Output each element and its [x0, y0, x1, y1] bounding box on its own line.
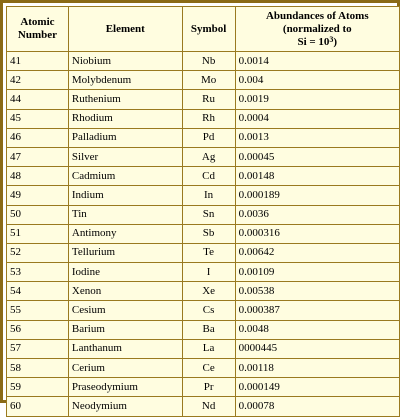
- symbol-cell: Te: [182, 243, 235, 262]
- abundance-cell: 0000445: [235, 339, 399, 358]
- table-row: [7, 378, 400, 397]
- symbol-cell: Ba: [182, 320, 235, 339]
- atomic-number-cell: 53: [7, 263, 69, 282]
- element-cell: Iodine: [68, 263, 182, 282]
- atomic-number-cell: 46: [7, 128, 69, 147]
- table-row: [7, 167, 400, 186]
- symbol-cell: Nb: [182, 52, 235, 71]
- element-cell: Molybdenum: [68, 71, 182, 90]
- symbol-cell: Nd: [182, 397, 235, 416]
- atomic-number-cell: 59: [7, 378, 69, 397]
- atomic-number-cell: 57: [7, 339, 69, 358]
- abundance-cell: 0.00148: [235, 167, 399, 186]
- atomic-number-cell: 60: [7, 397, 69, 416]
- abundance-cell: 0.0019: [235, 90, 399, 109]
- header-abundance-line3-prefix: Si = 10: [297, 35, 330, 48]
- atomic-number-cell: 47: [7, 147, 69, 166]
- element-cell: Tellurium: [68, 243, 182, 262]
- table-row: [7, 224, 400, 243]
- atomic-number-cell: 55: [7, 301, 69, 320]
- table-row: [7, 52, 400, 71]
- element-cell: Palladium: [68, 128, 182, 147]
- symbol-cell: Rh: [182, 109, 235, 128]
- table-row: [7, 109, 400, 128]
- abundance-cell: 0.0013: [235, 128, 399, 147]
- header-abundance-line3-suffix: ): [333, 35, 338, 48]
- table-row: [7, 397, 400, 416]
- atomic-number-cell: 48: [7, 167, 69, 186]
- element-cell: Silver: [68, 147, 182, 166]
- header-abundance-exponent: 3: [329, 34, 334, 44]
- symbol-cell: La: [182, 339, 235, 358]
- table-row: [7, 301, 400, 320]
- header-atomic-number-line1: Atomic: [20, 16, 55, 28]
- abundance-cell: 0.0004: [235, 109, 399, 128]
- abundance-cell: 0.0048: [235, 320, 399, 339]
- table-body: [7, 52, 400, 417]
- table-row: [7, 186, 400, 205]
- header-atomic-number-line2: Number: [17, 29, 57, 41]
- element-cell: Xenon: [68, 282, 182, 301]
- symbol-cell: Pd: [182, 128, 235, 147]
- table-row: [7, 320, 400, 339]
- table-row: [7, 282, 400, 301]
- element-cell: Lanthanum: [68, 339, 182, 358]
- atomic-number-cell: 49: [7, 186, 69, 205]
- table-row: [7, 205, 400, 224]
- header-abundance-line2: (normalized to: [282, 22, 352, 35]
- atomic-number-cell: 45: [7, 109, 69, 128]
- abundance-cell: 0.004: [235, 71, 399, 90]
- abundance-cell: 0.00045: [235, 147, 399, 166]
- element-cell: Rhodium: [68, 109, 182, 128]
- atomic-number-cell: 56: [7, 320, 69, 339]
- symbol-cell: Cd: [182, 167, 235, 186]
- abundance-cell: 0.0036: [235, 205, 399, 224]
- abundance-cell: 0.00642: [235, 243, 399, 262]
- table-row: [7, 90, 400, 109]
- table-header: [7, 7, 400, 52]
- symbol-cell: Ru: [182, 90, 235, 109]
- element-cell: Praseodymium: [68, 378, 182, 397]
- element-cell: Cesium: [68, 301, 182, 320]
- element-cell: Neodymium: [68, 397, 182, 416]
- element-cell: Tin: [68, 205, 182, 224]
- abundance-cell: 0.000149: [235, 378, 399, 397]
- symbol-cell: Ce: [182, 359, 235, 378]
- table-row: [7, 339, 400, 358]
- header-abundance: [235, 7, 399, 52]
- symbol-cell: Sb: [182, 224, 235, 243]
- element-cell: Ruthenium: [68, 90, 182, 109]
- abundance-cell: 0.00118: [235, 359, 399, 378]
- element-cell: Barium: [68, 320, 182, 339]
- symbol-cell: Pr: [182, 378, 235, 397]
- atomic-number-cell: 52: [7, 243, 69, 262]
- header-abundance-line1: Abundances of Atoms: [265, 9, 369, 22]
- abundance-cell: 0.000316: [235, 224, 399, 243]
- abundance-cell: 0.000189: [235, 186, 399, 205]
- table-row: [7, 147, 400, 166]
- header-element: Element: [68, 7, 182, 52]
- abundance-cell: 0.0014: [235, 52, 399, 71]
- symbol-cell: Ag: [182, 147, 235, 166]
- element-cell: Antimony: [68, 224, 182, 243]
- atomic-number-cell: 51: [7, 224, 69, 243]
- table-row: [7, 263, 400, 282]
- symbol-cell: I: [182, 263, 235, 282]
- atomic-number-cell: 44: [7, 90, 69, 109]
- symbol-cell: In: [182, 186, 235, 205]
- symbol-cell: Mo: [182, 71, 235, 90]
- abundance-cell: 0.000387: [235, 301, 399, 320]
- element-cell: Indium: [68, 186, 182, 205]
- table-row: [7, 128, 400, 147]
- symbol-cell: Xe: [182, 282, 235, 301]
- abundance-cell: 0.00109: [235, 263, 399, 282]
- symbol-cell: Cs: [182, 301, 235, 320]
- element-cell: Niobium: [68, 52, 182, 71]
- table-row: [7, 359, 400, 378]
- atomic-number-cell: 41: [7, 52, 69, 71]
- header-row: [7, 7, 400, 52]
- element-cell: Cadmium: [68, 167, 182, 186]
- atomic-number-cell: 50: [7, 205, 69, 224]
- table-row: [7, 243, 400, 262]
- abundance-cell: 0.00078: [235, 397, 399, 416]
- element-cell: Cerium: [68, 359, 182, 378]
- header-atomic-number: [7, 7, 69, 52]
- atomic-number-cell: 54: [7, 282, 69, 301]
- table-row: [7, 71, 400, 90]
- atomic-number-cell: 58: [7, 359, 69, 378]
- symbol-cell: Sn: [182, 205, 235, 224]
- header-symbol: Symbol: [182, 7, 235, 52]
- abundance-cell: 0.00538: [235, 282, 399, 301]
- abundance-table: [6, 6, 400, 417]
- atomic-number-cell: 42: [7, 71, 69, 90]
